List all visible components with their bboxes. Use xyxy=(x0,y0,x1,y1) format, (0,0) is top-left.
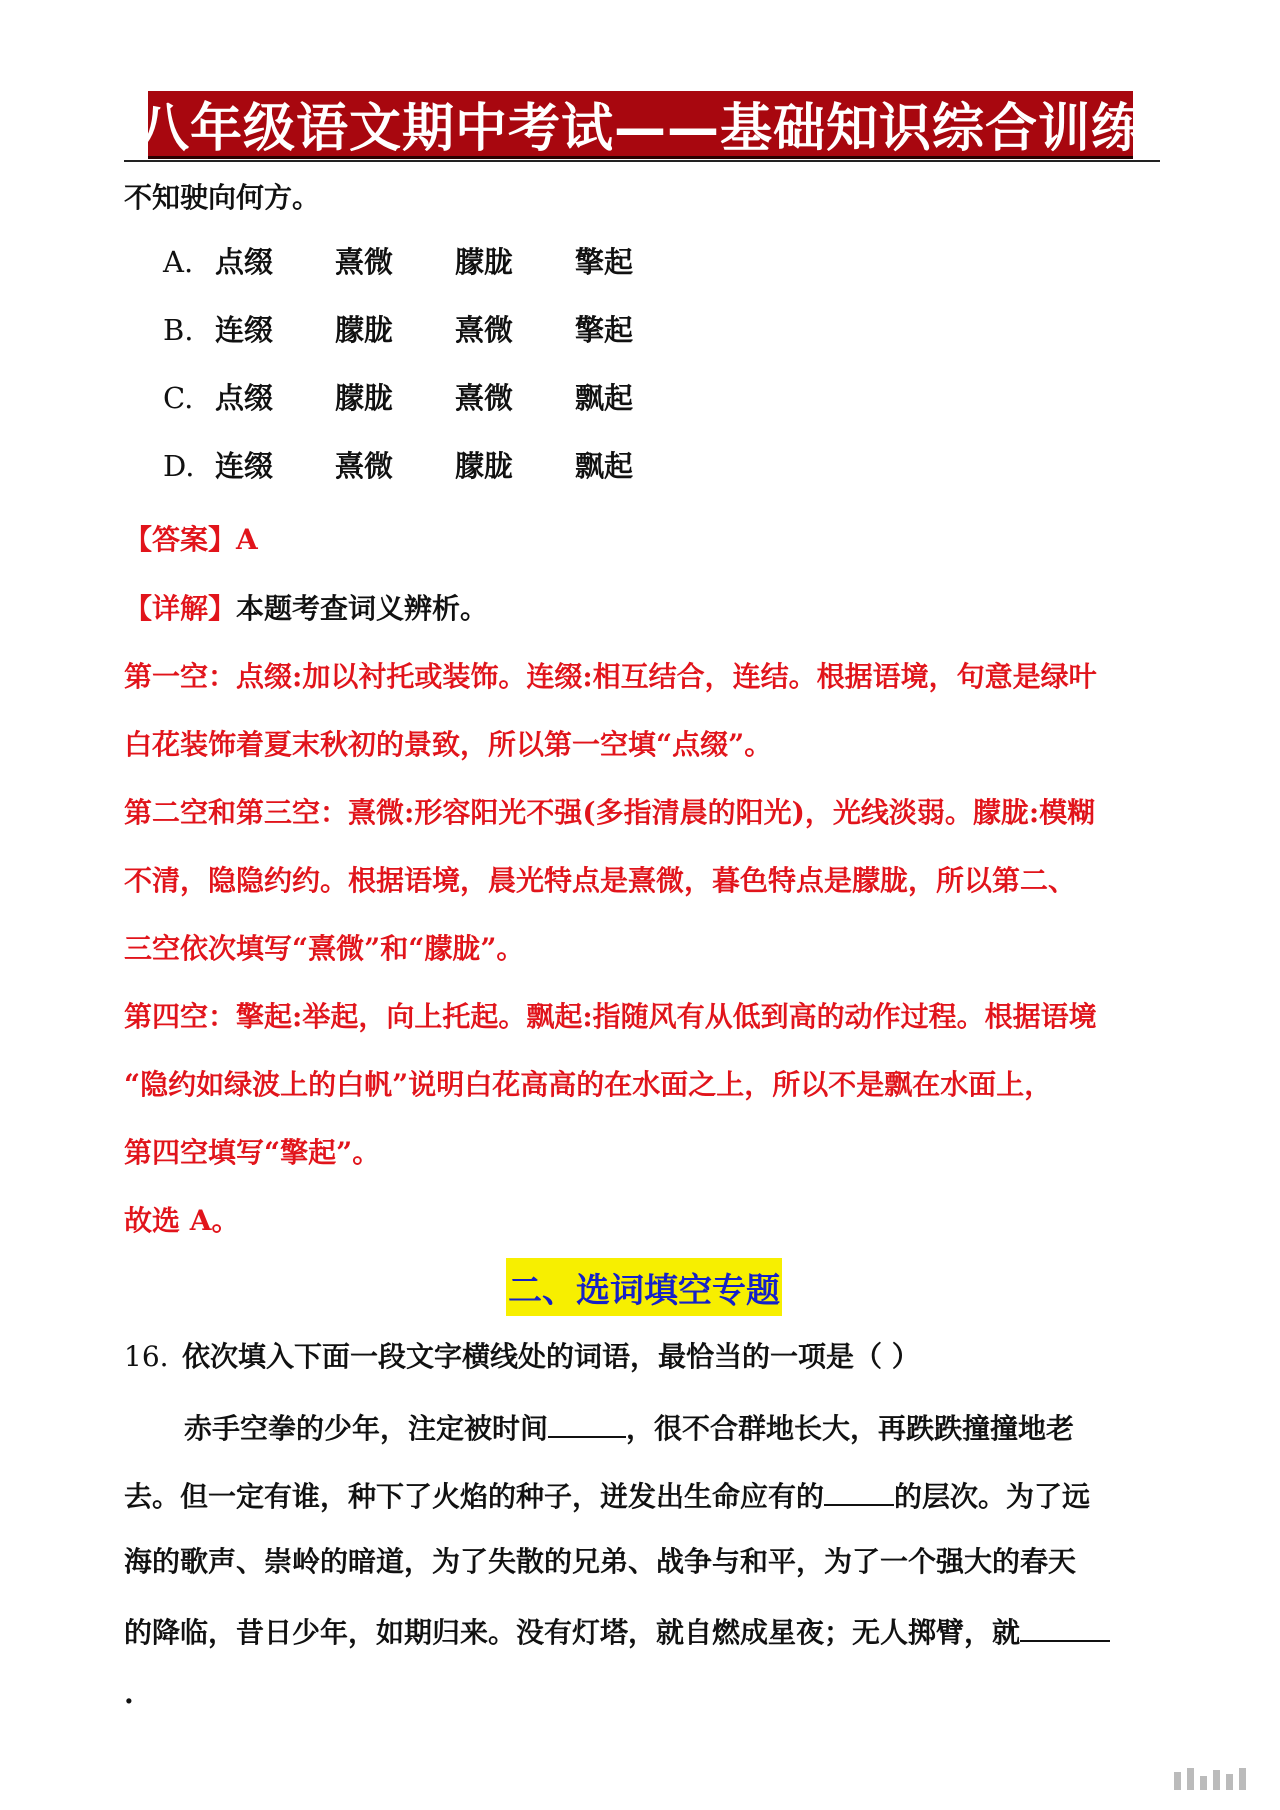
section-title: 二、选词填空专题 xyxy=(508,1270,780,1311)
option-c xyxy=(163,381,695,415)
passage-line xyxy=(124,1616,1110,1647)
option-d xyxy=(163,449,695,483)
answer-value: A xyxy=(236,523,258,556)
option-word: 连缀 xyxy=(215,449,274,483)
section-title-box xyxy=(506,1258,782,1316)
continuation-text: 不知驶向何方。 xyxy=(124,181,321,214)
option-letter: A. xyxy=(163,245,194,279)
answer-blank xyxy=(548,1412,626,1438)
option-word: 朦胧 xyxy=(335,313,394,347)
option-word: 点缀 xyxy=(215,381,274,415)
option-letter: B. xyxy=(163,313,194,347)
option-word: 熹微 xyxy=(335,245,394,279)
watermark-icon xyxy=(1174,1768,1246,1790)
option-word: 熹微 xyxy=(335,449,394,483)
question-line xyxy=(124,1340,920,1373)
explanation-line: “隐约如绿波上的白帆”说明白花高高的在水面之上，所以不是飘在水面上， xyxy=(124,1068,1053,1101)
answer-blank xyxy=(1020,1616,1110,1642)
explanation-intro-text: 本题考查词义辨析。 xyxy=(236,592,489,625)
option-word: 点缀 xyxy=(215,245,274,279)
answer-tag: 【答案】 xyxy=(124,523,237,556)
option-letter: C. xyxy=(163,381,194,415)
option-b xyxy=(163,313,695,347)
explanation-line: 三空依次填写“熹微”和“朦胧”。 xyxy=(124,932,525,965)
option-word: 朦胧 xyxy=(455,449,514,483)
passage-text: ，很不合群地长大，再跌跌撞撞地老 xyxy=(626,1412,1075,1445)
option-word: 飘起 xyxy=(575,449,634,483)
option-a xyxy=(163,245,695,279)
question-number: 16. xyxy=(124,1340,169,1373)
page-title: 八年级语文期中考试——基础知识综合训练 xyxy=(137,99,1145,159)
option-word: 熹微 xyxy=(455,381,514,415)
answer-blank xyxy=(824,1480,894,1506)
passage-text: 的降临，昔日少年，如期归来。没有灯塔，就自燃成星夜；无人掷臂，就 xyxy=(124,1616,1021,1649)
passage-trailing: . xyxy=(124,1677,134,1710)
passage-text: 去。但一定有谁，种下了火焰的种子，迸发出生命应有的 xyxy=(124,1480,825,1513)
option-word: 擎起 xyxy=(575,245,634,279)
explanation-line: 第二空和第三空：熹微:形容阳光不强(多指清晨的阳光)，光线淡弱。朦胧:模糊 xyxy=(124,796,1096,829)
passage-line xyxy=(124,1480,1090,1511)
explanation-line: 第一空：点缀:加以衬托或装饰。连缀:相互结合，连结。根据语境，句意是绿叶 xyxy=(124,660,1097,693)
passage-text: 赤手空拳的少年，注定被时间 xyxy=(184,1412,549,1445)
explanation-intro xyxy=(124,592,489,625)
explanation-line: 第四空填写“擎起”。 xyxy=(124,1136,381,1169)
option-letter: D. xyxy=(163,449,195,483)
explanation-line: 第四空：擎起:举起，向上托起。飘起:指随风有从低到高的动作过程。根据语境 xyxy=(124,1000,1097,1033)
explanation-line: 白花装饰着夏末秋初的景致，所以第一空填“点缀”。 xyxy=(124,728,773,761)
option-word: 连缀 xyxy=(215,313,274,347)
explanation-tag: 【详解】 xyxy=(124,592,237,625)
passage-line xyxy=(124,1545,1077,1578)
option-word: 朦胧 xyxy=(455,245,514,279)
option-word: 飘起 xyxy=(575,381,634,415)
passage-line xyxy=(184,1412,1074,1443)
answer-line xyxy=(124,523,258,556)
explanation-line: 不清，隐隐约约。根据语境，晨光特点是熹微，暮色特点是朦胧，所以第二、 xyxy=(124,864,1077,897)
option-word: 熹微 xyxy=(455,313,514,347)
title-banner xyxy=(137,91,1145,159)
passage-text: 的层次。为了远 xyxy=(894,1480,1091,1513)
explanation-line: 故选 A。 xyxy=(124,1204,240,1237)
option-word: 擎起 xyxy=(575,313,634,347)
passage-text: 海的歌声、崇岭的暗道，为了失散的兄弟、战争与和平，为了一个强大的春天 xyxy=(124,1545,1077,1578)
option-word: 朦胧 xyxy=(335,381,394,415)
title-rule xyxy=(124,160,1160,162)
question-prompt: 依次填入下面一段文字横线处的词语，最恰当的一项是（ ） xyxy=(182,1340,920,1373)
